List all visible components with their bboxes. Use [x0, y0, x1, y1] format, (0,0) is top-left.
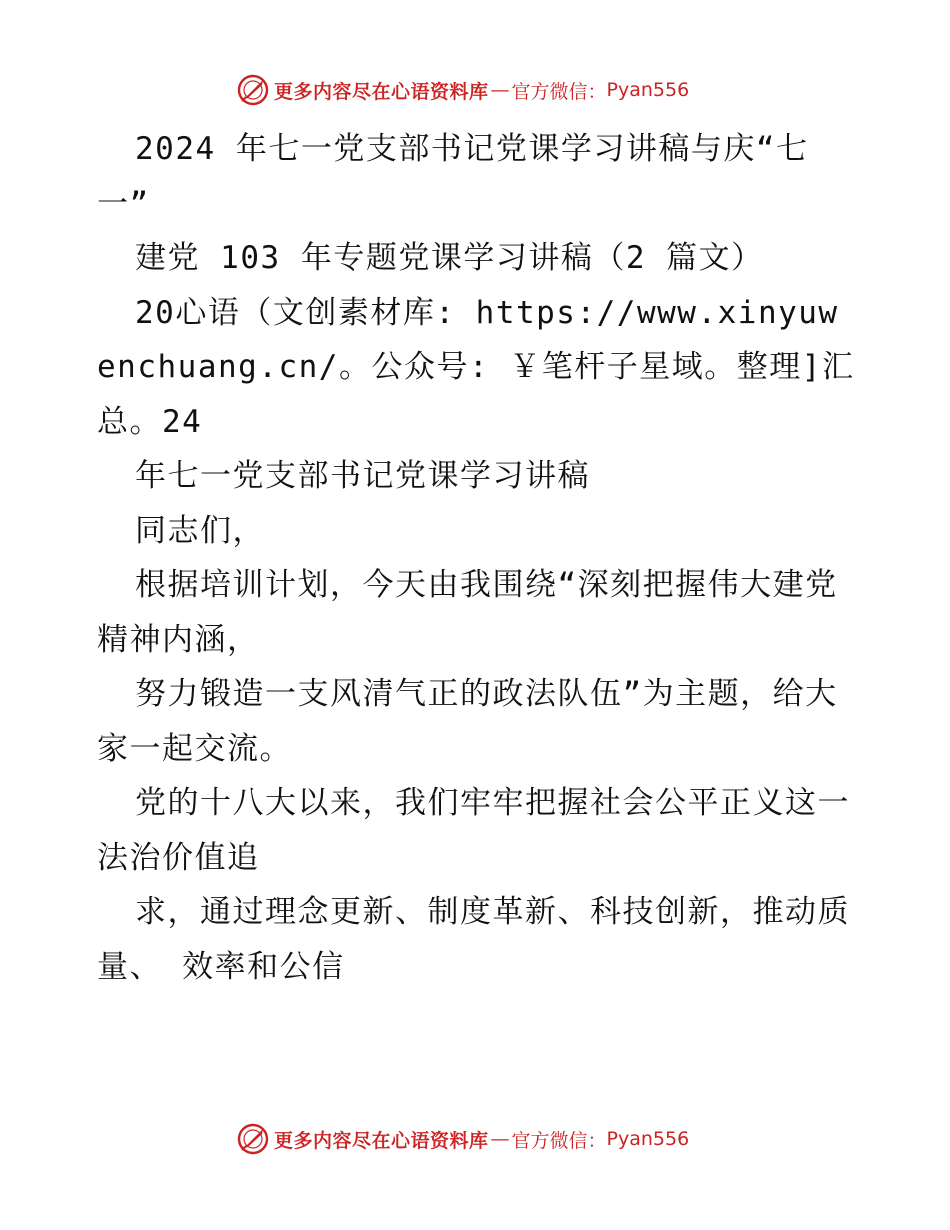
- watermark-contact-label: 官方微信：: [511, 1129, 607, 1152]
- paragraph-body-4: 求，通过理念更新、制度革新、科技创新，推动质量、 效率和公信: [97, 894, 850, 985]
- watermark-site-text: 更多内容尽在心语资料库: [274, 1129, 489, 1152]
- paragraph-body-1: 根据培训计划，今天由我围绕“深刻把握伟大建党精神内涵，: [97, 567, 838, 658]
- header-watermark: [236, 72, 689, 108]
- paragraph-greeting: 同志们，: [135, 512, 265, 549]
- watermark-site-text: 更多内容尽在心语资料库: [274, 80, 489, 103]
- watermark-dash: —: [490, 1128, 510, 1150]
- document-body: [97, 122, 857, 994]
- watermark-contact-id: Pyan556: [606, 79, 690, 101]
- quill-seal-icon: [236, 1122, 270, 1156]
- footer-watermark: [236, 1121, 689, 1157]
- quill-seal-icon: [236, 73, 270, 107]
- paragraph-subtitle: 年七一党支部书记党课学习讲稿: [135, 458, 590, 494]
- paragraph-title-line-2: 建党 103 年专题党课学习讲稿（2 篇文）: [135, 240, 764, 276]
- watermark-contact-label: 官方微信：: [511, 80, 607, 103]
- watermark-contact-id: Pyan556: [606, 1128, 690, 1150]
- watermark-dash: —: [490, 79, 510, 101]
- paragraph-body-3: 党的十八大以来，我们牢牢把握社会公平正义这一法治价值追: [97, 785, 850, 876]
- paragraph-source-note: 20心语（文创素材库: https://www.xinyuwenchuang.cn/。公众号: ￥笔杆子星域。整理]汇总。24: [97, 294, 855, 440]
- paragraph-title-line-1: 2024 年七一党支部书记党课学习讲稿与庆“七一”: [97, 131, 809, 222]
- paragraph-body-2: 努力锻造一支风清气正的政法队伍”为主题，给大家一起交流。: [97, 676, 838, 767]
